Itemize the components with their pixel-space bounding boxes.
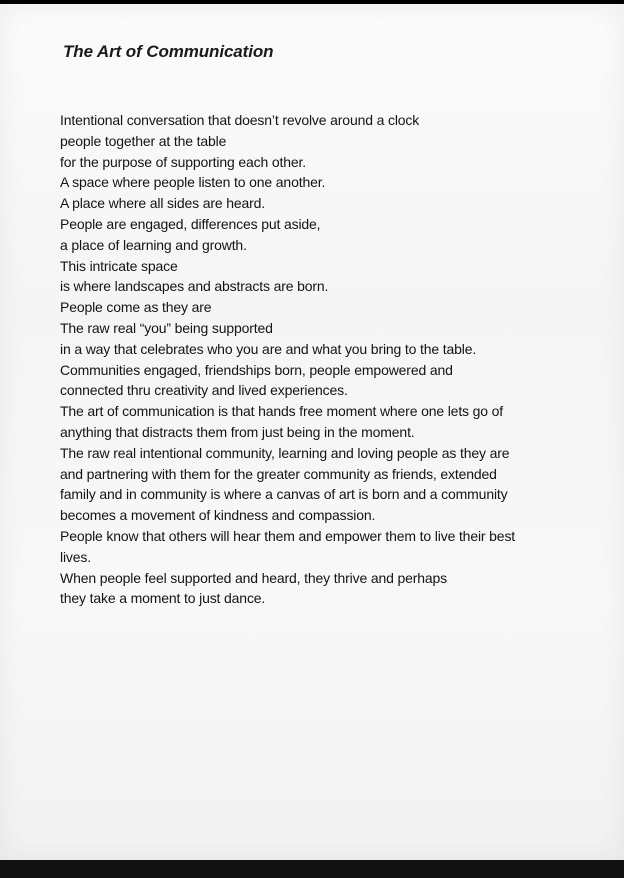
document-body [60,110,565,609]
body-line: A place where all sides are heard. [60,195,266,212]
body-line: they take a moment to just dance. [60,590,266,607]
body-line: a place of learning and growth. [60,236,247,253]
body-line: This intricate space [60,257,178,274]
body-line: people together at the table [60,132,227,149]
document-title: The Art of Communication [63,42,274,61]
body-line: People know that others will hear them and empower them to live their best [60,527,516,544]
body-line: The raw real intentional community, learning and loving people as they are [60,444,510,461]
body-line: and partnering with them for the greater community as friends, extended [60,465,497,482]
body-line: anything that distracts them from just being in the moment. [60,423,415,440]
body-line: People are engaged, differences put aside, [60,215,321,232]
body-line: The art of communication is that hands free moment where one lets go of [60,403,504,420]
body-line: People come as they are [60,299,212,316]
body-line: in a way that celebrates who you are and what you bring to the table. [60,340,477,357]
bottom-edge [0,860,624,878]
body-line: is where landscapes and abstracts are born. [60,278,329,295]
body-line: lives. [60,548,91,565]
body-line: When people feel supported and heard, they thrive and perhaps [60,569,448,586]
body-line: for the purpose of supporting each other. [60,153,307,170]
body-line: family and in community is where a canvas of art is born and a community [60,486,508,503]
body-line: connected thru creativity and lived experiences. [60,382,348,399]
body-line: A space where people listen to one another. [60,174,326,191]
body-line: becomes a movement of kindness and compassion. [60,507,376,524]
body-line: Intentional conversation that doesn’t revolve around a clock [60,112,420,128]
body-line: The raw real “you” being supported [60,319,273,336]
body-line: Communities engaged, friendships born, people empowered and [60,361,453,378]
document-page [0,4,624,860]
